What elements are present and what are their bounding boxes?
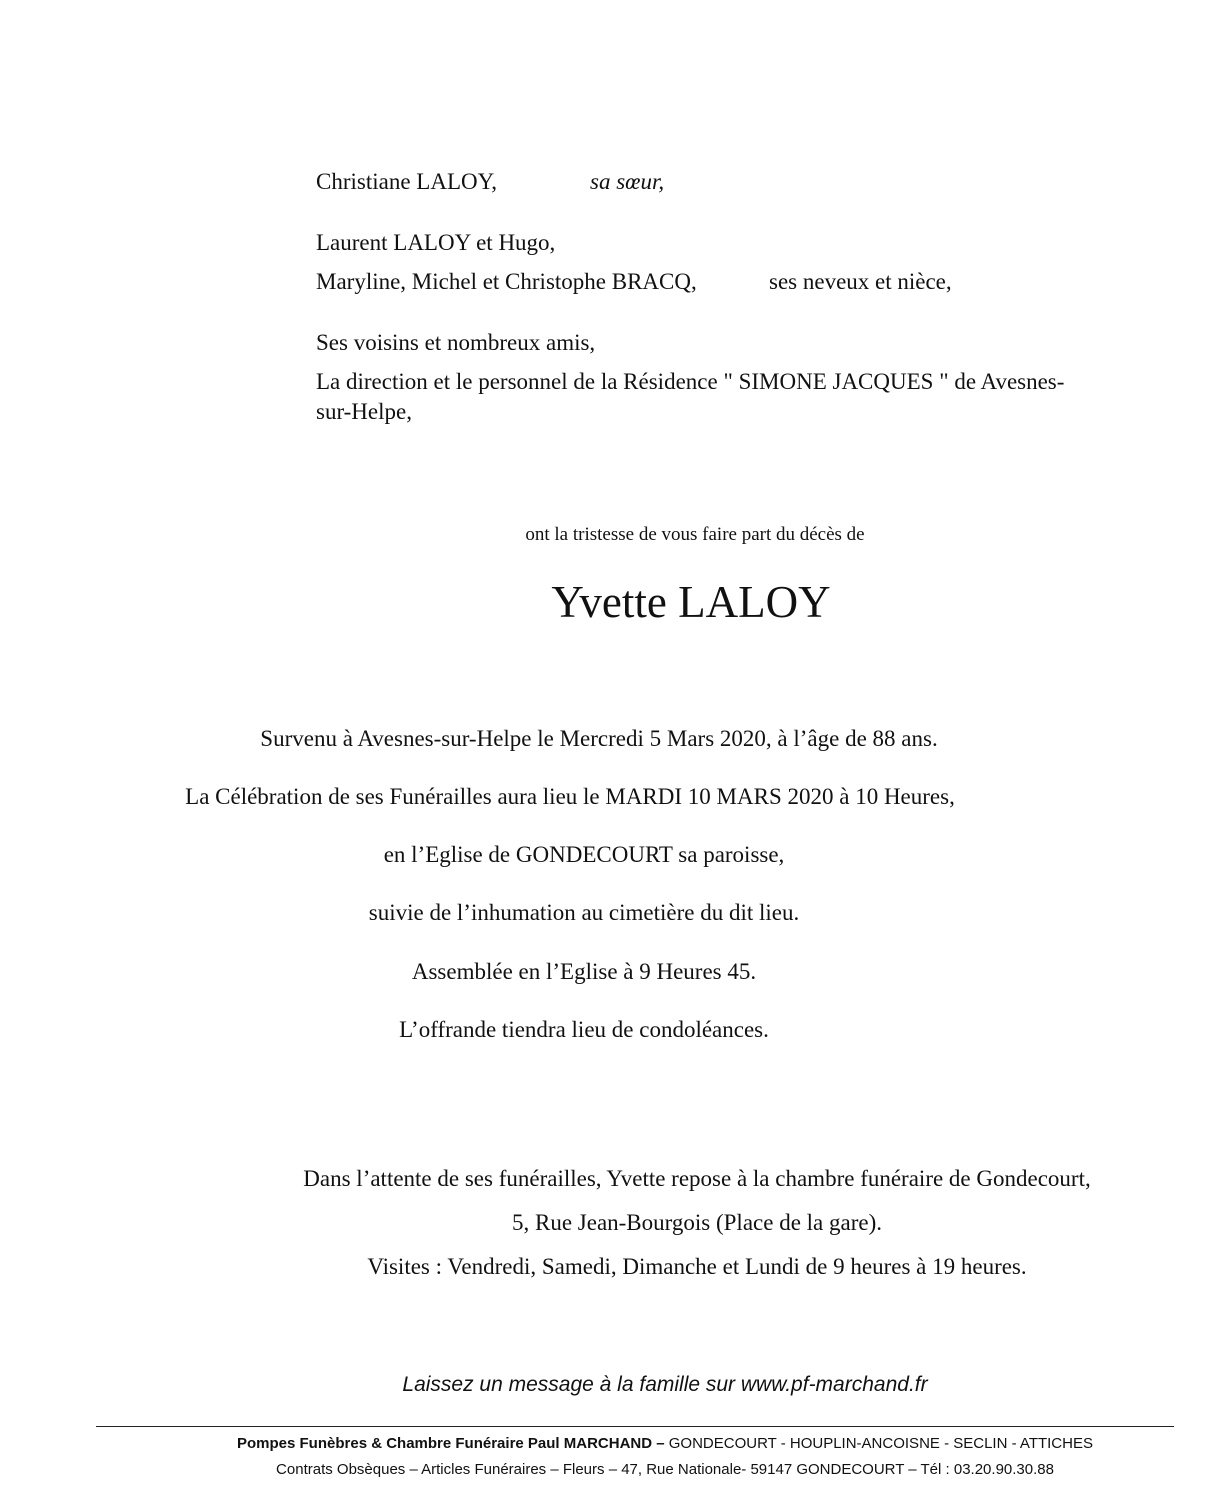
visitation-line: 5, Rue Jean-Bourgois (Place de la gare). bbox=[511, 1210, 882, 1235]
detail-line: suivie de l’inhumation au cimetière du dit lieu. bbox=[368, 900, 800, 925]
company-locations: GONDECOURT - HOUPLIN-ANCOISNE - SECLIN - ATTICHES bbox=[664, 1435, 1093, 1452]
detail-line: La Célébration de ses Funérailles aura lieu le MARDI 10 MARS 2020 à 10 Heures, bbox=[185, 784, 955, 809]
online-message: Laissez un message à la famille sur www.pf-marchand.fr bbox=[402, 1373, 928, 1396]
deceased-name: Yvette LALOY bbox=[551, 577, 831, 627]
footer-services: Contrats Obsèques – Articles Funéraires – Fleurs – 47, Rue Nationale- 59147 GONDECOURT – Tél : 03.20.90.30.88 bbox=[276, 1461, 1054, 1478]
company-name: Pompes Funèbres & Chambre Funéraire Paul MARCHAND – bbox=[237, 1435, 665, 1452]
footer-divider bbox=[96, 1426, 1174, 1427]
footer-company bbox=[0, 1434, 1214, 1454]
residence-line-1: La direction et le personnel de la Résidence " SIMONE JACQUES " de Avesnes- bbox=[316, 369, 1065, 394]
detail-line: en l’Eglise de GONDECOURT sa paroisse, bbox=[383, 842, 785, 867]
sister-name: Christiane LALOY, bbox=[316, 169, 498, 194]
announcement-intro: ont la tristesse de vous faire part du décès de bbox=[525, 524, 865, 545]
visitation-line: Dans l’attente de ses funérailles, Yvette repose à la chambre funéraire de Gondecourt, bbox=[303, 1166, 1091, 1191]
detail-line: Survenu à Avesnes-sur-Helpe le Mercredi 5 Mars 2020, à l’âge de 88 ans. bbox=[260, 726, 938, 751]
detail-line: L’offrande tiendra lieu de condoléances. bbox=[399, 1017, 769, 1042]
nephews-line-1: Laurent LALOY et Hugo, bbox=[316, 230, 556, 255]
family-sister bbox=[316, 168, 497, 196]
nephews-line-2: Maryline, Michel et Christophe BRACQ, bbox=[316, 269, 697, 294]
friends-line: Ses voisins et nombreux amis, bbox=[316, 330, 596, 355]
visitation-line: Visites : Vendredi, Samedi, Dimanche et Lundi de 9 heures à 19 heures. bbox=[367, 1254, 1027, 1279]
detail-line: Assemblée en l’Eglise à 9 Heures 45. bbox=[411, 959, 757, 984]
sister-relation: sa sœur, bbox=[590, 169, 665, 194]
residence-line-2: sur-Helpe, bbox=[316, 399, 412, 424]
nephews-relation: ses neveux et nièce, bbox=[769, 269, 952, 294]
